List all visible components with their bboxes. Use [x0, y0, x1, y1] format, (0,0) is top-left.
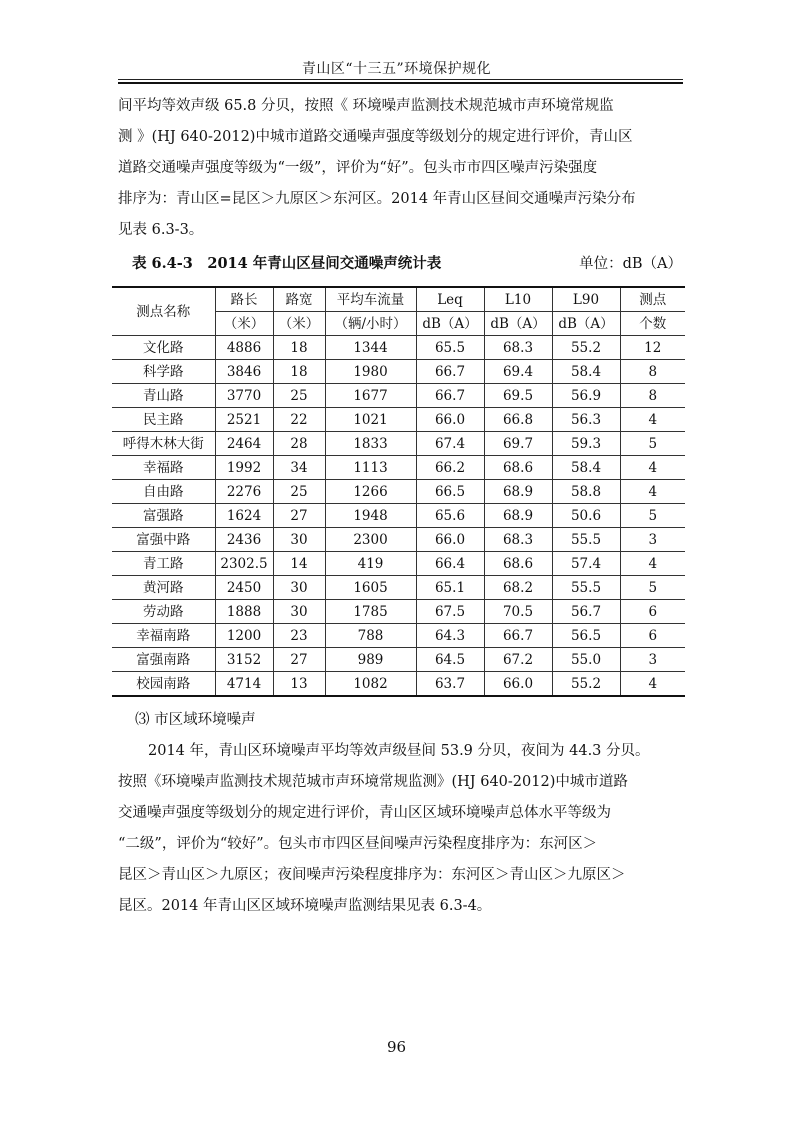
- column-header-points: 测点: [620, 287, 685, 312]
- table-cell: 66.0: [484, 672, 552, 697]
- table-cell: 56.5: [552, 624, 620, 648]
- column-unit: dB（A）: [552, 312, 620, 336]
- table-cell: 56.3: [552, 408, 620, 432]
- table-cell: 70.5: [484, 600, 552, 624]
- table-cell: 1200: [215, 624, 273, 648]
- table-cell: 1113: [325, 456, 416, 480]
- table-cell: 5: [620, 432, 685, 456]
- table-cell: 56.9: [552, 384, 620, 408]
- table-cell: 1948: [325, 504, 416, 528]
- table-cell: 25: [273, 384, 325, 408]
- table-cell: 1980: [325, 360, 416, 384]
- table-cell: 989: [325, 648, 416, 672]
- table-cell: 23: [273, 624, 325, 648]
- table-cell: 1677: [325, 384, 416, 408]
- table-cell: 55.2: [552, 672, 620, 697]
- column-unit: dB（A）: [484, 312, 552, 336]
- station-name-cell: 富强南路: [112, 648, 215, 672]
- station-name-cell: 文化路: [112, 336, 215, 360]
- table-cell: 55.5: [552, 576, 620, 600]
- paragraph-line: 见表 6.3-3。: [118, 222, 204, 238]
- table-cell: 13: [273, 672, 325, 697]
- table-cell: 1624: [215, 504, 273, 528]
- table-row: [112, 456, 685, 480]
- table-cell: 56.7: [552, 600, 620, 624]
- table-cell: 1021: [325, 408, 416, 432]
- table-cell: 4: [620, 672, 685, 697]
- traffic-noise-table: [112, 286, 685, 697]
- table-row: [112, 624, 685, 648]
- station-name-cell: 富强中路: [112, 528, 215, 552]
- column-header-l90: L90: [552, 287, 620, 312]
- table-row: [112, 528, 685, 552]
- column-unit: （米）: [273, 312, 325, 336]
- paragraph-area-noise: [118, 736, 686, 922]
- table-row: [112, 600, 685, 624]
- table-row: [112, 648, 685, 672]
- table-row: [112, 360, 685, 384]
- table-cell: 8: [620, 384, 685, 408]
- table-cell: 6: [620, 600, 685, 624]
- column-header-width: 路宽: [273, 287, 325, 312]
- paragraph-line: 昆区。2014 年青山区区域环境噪声监测结果见表 6.3-4。: [118, 898, 492, 914]
- station-name-cell: 科学路: [112, 360, 215, 384]
- table-cell: 27: [273, 504, 325, 528]
- table-cell: 1082: [325, 672, 416, 697]
- table-cell: 66.7: [484, 624, 552, 648]
- table-row: [112, 576, 685, 600]
- table-cell: 4: [620, 456, 685, 480]
- table-cell: 66.7: [416, 360, 484, 384]
- column-unit: 个数: [620, 312, 685, 336]
- paragraph-line: 交通噪声强度等级划分的规定进行评价，青山区区域环境噪声总体水平等级为: [118, 805, 611, 821]
- table-cell: 6: [620, 624, 685, 648]
- table-cell: 59.3: [552, 432, 620, 456]
- table-cell: 4: [620, 552, 685, 576]
- table-cell: 69.5: [484, 384, 552, 408]
- paragraph-line: 道路交通噪声强度等级为“一级”，评价为“好”。包头市市四区噪声污染强度: [118, 160, 598, 176]
- table-cell: 3846: [215, 360, 273, 384]
- table-cell: 12: [620, 336, 685, 360]
- page-number: 96: [386, 1038, 407, 1056]
- table-cell: 4: [620, 408, 685, 432]
- table-cell: 65.5: [416, 336, 484, 360]
- table-cell: 18: [273, 336, 325, 360]
- table-header-row: [112, 287, 685, 312]
- table-cell: 2450: [215, 576, 273, 600]
- station-name-cell: 呼得木林大街: [112, 432, 215, 456]
- table-cell: 69.4: [484, 360, 552, 384]
- paragraph-traffic-noise: [118, 91, 686, 246]
- station-name-cell: 青工路: [112, 552, 215, 576]
- table-cell: 3152: [215, 648, 273, 672]
- paragraph-line: 昆区＞青山区＞九原区；夜间噪声污染程度排序为：东河区＞青山区＞九原区＞: [118, 867, 626, 883]
- table-cell: 64.5: [416, 648, 484, 672]
- table-cell: 66.5: [416, 480, 484, 504]
- subsection-title: ⑶ 市区域环境噪声: [135, 712, 256, 728]
- table-cell: 1344: [325, 336, 416, 360]
- table-cell: 1605: [325, 576, 416, 600]
- table-row: [112, 432, 685, 456]
- table-cell: 2521: [215, 408, 273, 432]
- table-cell: 1888: [215, 600, 273, 624]
- table-cell: 58.4: [552, 360, 620, 384]
- paragraph-line: 排序为：青山区=昆区＞九原区＞东河区。2014 年青山区昼间交通噪声污染分布: [118, 191, 636, 207]
- table-cell: 55.2: [552, 336, 620, 360]
- table-cell: 65.1: [416, 576, 484, 600]
- table-cell: 2300: [325, 528, 416, 552]
- table-cell: 66.0: [416, 408, 484, 432]
- table-cell: 4: [620, 480, 685, 504]
- table-cell: 66.8: [484, 408, 552, 432]
- station-name-cell: 青山路: [112, 384, 215, 408]
- table-cell: 788: [325, 624, 416, 648]
- column-header-l10: L10: [484, 287, 552, 312]
- column-unit: （辆/小时）: [325, 312, 416, 336]
- table-cell: 419: [325, 552, 416, 576]
- table-cell: 63.7: [416, 672, 484, 697]
- table-row: [112, 480, 685, 504]
- table-cell: 3: [620, 648, 685, 672]
- column-header-leq: Leq: [416, 287, 484, 312]
- paragraph-line: 间平均等效声级 65.8 分贝，按照《 环境噪声监测技术规范城市声环境常规监: [118, 98, 614, 114]
- table-cell: 2436: [215, 528, 273, 552]
- column-header-station: 测点名称: [112, 287, 215, 336]
- station-name-cell: 富强路: [112, 504, 215, 528]
- table-cell: 68.3: [484, 528, 552, 552]
- table-cell: 22: [273, 408, 325, 432]
- table-row: [112, 336, 685, 360]
- station-name-cell: 民主路: [112, 408, 215, 432]
- table-cell: 66.7: [416, 384, 484, 408]
- table-cell: 69.7: [484, 432, 552, 456]
- table-cell: 55.0: [552, 648, 620, 672]
- page-header-title: 青山区“十三五”环境保护规化: [301, 61, 492, 77]
- table-cell: 68.2: [484, 576, 552, 600]
- column-header-traffic-flow: 平均车流量: [325, 287, 416, 312]
- table-cell: 18: [273, 360, 325, 384]
- paragraph-line: 测 》(HJ 640-2012)中城市道路交通噪声强度等级划分的规定进行评价，青山区: [118, 129, 633, 145]
- table-cell: 67.5: [416, 600, 484, 624]
- table-cell: 34: [273, 456, 325, 480]
- table-cell: 2276: [215, 480, 273, 504]
- table-cell: 1266: [325, 480, 416, 504]
- table-cell: 30: [273, 528, 325, 552]
- table-cell: 68.9: [484, 480, 552, 504]
- station-name-cell: 自由路: [112, 480, 215, 504]
- paragraph-line: “二级”，评价为“较好”。包头市市四区昼间噪声污染程度排序为：东河区＞: [118, 836, 598, 852]
- station-name-cell: 劳动路: [112, 600, 215, 624]
- table-row: [112, 504, 685, 528]
- table-caption: [118, 252, 686, 276]
- table-cell: 55.5: [552, 528, 620, 552]
- table-cell: 3: [620, 528, 685, 552]
- table-row: [112, 384, 685, 408]
- station-name-cell: 黄河路: [112, 576, 215, 600]
- table-cell: 5: [620, 504, 685, 528]
- table-cell: 68.3: [484, 336, 552, 360]
- column-unit: dB（A）: [416, 312, 484, 336]
- table-cell: 2302.5: [215, 552, 273, 576]
- table-cell: 65.6: [416, 504, 484, 528]
- table-cell: 1833: [325, 432, 416, 456]
- paragraph-line: 2014 年，青山区环境噪声平均等效声级昼间 53.9 分贝，夜间为 44.3 分贝。: [148, 743, 650, 759]
- table-cell: 58.8: [552, 480, 620, 504]
- table-cell: 2464: [215, 432, 273, 456]
- table-cell: 25: [273, 480, 325, 504]
- table-unit: 单位：dB（A）: [579, 256, 682, 272]
- paragraph-line: 按照《环境噪声监测技术规范城市声环境常规监测》(HJ 640-2012)中城市道路: [118, 774, 628, 790]
- table-cell: 1992: [215, 456, 273, 480]
- column-unit: （米）: [215, 312, 273, 336]
- table-row: [112, 408, 685, 432]
- table-cell: 5: [620, 576, 685, 600]
- table-cell: 50.6: [552, 504, 620, 528]
- table-cell: 58.4: [552, 456, 620, 480]
- table-cell: 68.9: [484, 504, 552, 528]
- column-header-length: 路长: [215, 287, 273, 312]
- table-cell: 28: [273, 432, 325, 456]
- table-row: [112, 672, 685, 697]
- table-row: [112, 552, 685, 576]
- table-cell: 4714: [215, 672, 273, 697]
- table-cell: 1785: [325, 600, 416, 624]
- table-cell: 68.6: [484, 456, 552, 480]
- header-divider-thin: [118, 79, 683, 80]
- table-cell: 64.3: [416, 624, 484, 648]
- table-cell: 67.4: [416, 432, 484, 456]
- header-divider-thick: [118, 82, 683, 84]
- table-cell: 14: [273, 552, 325, 576]
- table-cell: 30: [273, 576, 325, 600]
- table-cell: 27: [273, 648, 325, 672]
- table-cell: 67.2: [484, 648, 552, 672]
- station-name-cell: 幸福南路: [112, 624, 215, 648]
- table-cell: 66.2: [416, 456, 484, 480]
- table-cell: 66.0: [416, 528, 484, 552]
- table-cell: 66.4: [416, 552, 484, 576]
- table-cell: 30: [273, 600, 325, 624]
- table-cell: 57.4: [552, 552, 620, 576]
- table-title: 表 6.4-3 2014 年青山区昼间交通噪声统计表: [132, 255, 442, 272]
- station-name-cell: 校园南路: [112, 672, 215, 697]
- station-name-cell: 幸福路: [112, 456, 215, 480]
- table-cell: 68.6: [484, 552, 552, 576]
- table-cell: 4886: [215, 336, 273, 360]
- table-cell: 3770: [215, 384, 273, 408]
- table-cell: 8: [620, 360, 685, 384]
